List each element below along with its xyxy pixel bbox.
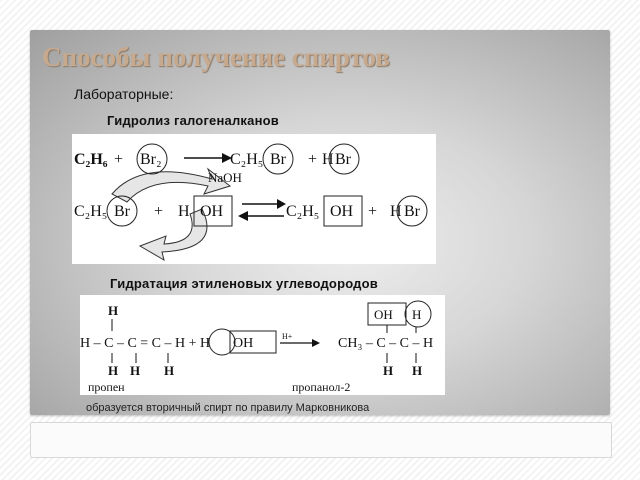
- r3-arrow-head: [312, 339, 320, 347]
- reaction-hydration-diagram: [80, 295, 445, 395]
- catalyst-naoh: NaOH: [208, 170, 242, 185]
- label-propanol: пропанол-2: [292, 380, 351, 394]
- r1-product: C₂H₅: [230, 151, 264, 168]
- r3-h-circle: [209, 329, 235, 355]
- r3-main: H – C – C = C – H + H: [80, 336, 211, 351]
- r2-br: Br: [114, 203, 130, 220]
- r2-ohb: OH: [330, 203, 354, 220]
- section-heading-hydration: Гидратация этиленовых углеводородов: [110, 276, 378, 291]
- slide-subtitle: Лабораторные:: [74, 86, 174, 102]
- r3-oh: OH: [233, 336, 254, 351]
- r2-arrow-right-head: [277, 199, 286, 209]
- label-propene: пропен: [88, 380, 125, 394]
- slide-title: Способы получение спиртов: [42, 42, 390, 72]
- r3-catalyst: H+: [282, 332, 293, 341]
- prod-oh: OH: [374, 307, 393, 322]
- r2-plus1: +: [154, 203, 164, 220]
- prod-h-top: H: [412, 307, 422, 322]
- cycle-arrow-lower: [140, 209, 207, 260]
- prod-h-b1: H: [383, 363, 394, 378]
- r2-c2h5b: C₂H₅: [286, 203, 320, 220]
- r3-h-top: H: [108, 303, 119, 318]
- r1-plus2: +: [308, 151, 318, 168]
- r2-plus2: +: [368, 203, 378, 220]
- r3-h-b1: H: [108, 363, 119, 378]
- prod-h-b2: H: [412, 363, 423, 378]
- r3-h-b2: H: [130, 363, 141, 378]
- footer-band: [30, 422, 612, 458]
- section-heading-hydrolysis: Гидролиз галогеналканов: [107, 113, 279, 128]
- prod-main: CH₃ – C – C – H: [338, 336, 434, 351]
- r2-arrow-left-head: [238, 211, 248, 221]
- r1-hbr: Br: [335, 151, 351, 168]
- r2-oh: OH: [200, 203, 224, 220]
- r3-h-b3: H: [164, 363, 175, 378]
- r1-plus1: +: [114, 151, 124, 168]
- reaction-hydrolysis-image: [72, 134, 436, 264]
- r1-br: Br: [270, 151, 286, 168]
- r1-h: H: [322, 151, 334, 168]
- r2-h: H: [178, 203, 190, 220]
- r1-reactant: C₂H₆: [74, 151, 108, 168]
- r1-br2: Br₂: [140, 151, 162, 168]
- r2-brb: Br: [404, 203, 420, 220]
- reaction-hydrolysis-diagram: [72, 134, 436, 264]
- markovnikov-note: образуется вторичный спирт по правилу Марковникова: [86, 402, 370, 414]
- r2-hb: H: [390, 203, 402, 220]
- reaction-hydration-image: [80, 295, 445, 395]
- r2-c2h5: C₂H₅: [74, 203, 108, 220]
